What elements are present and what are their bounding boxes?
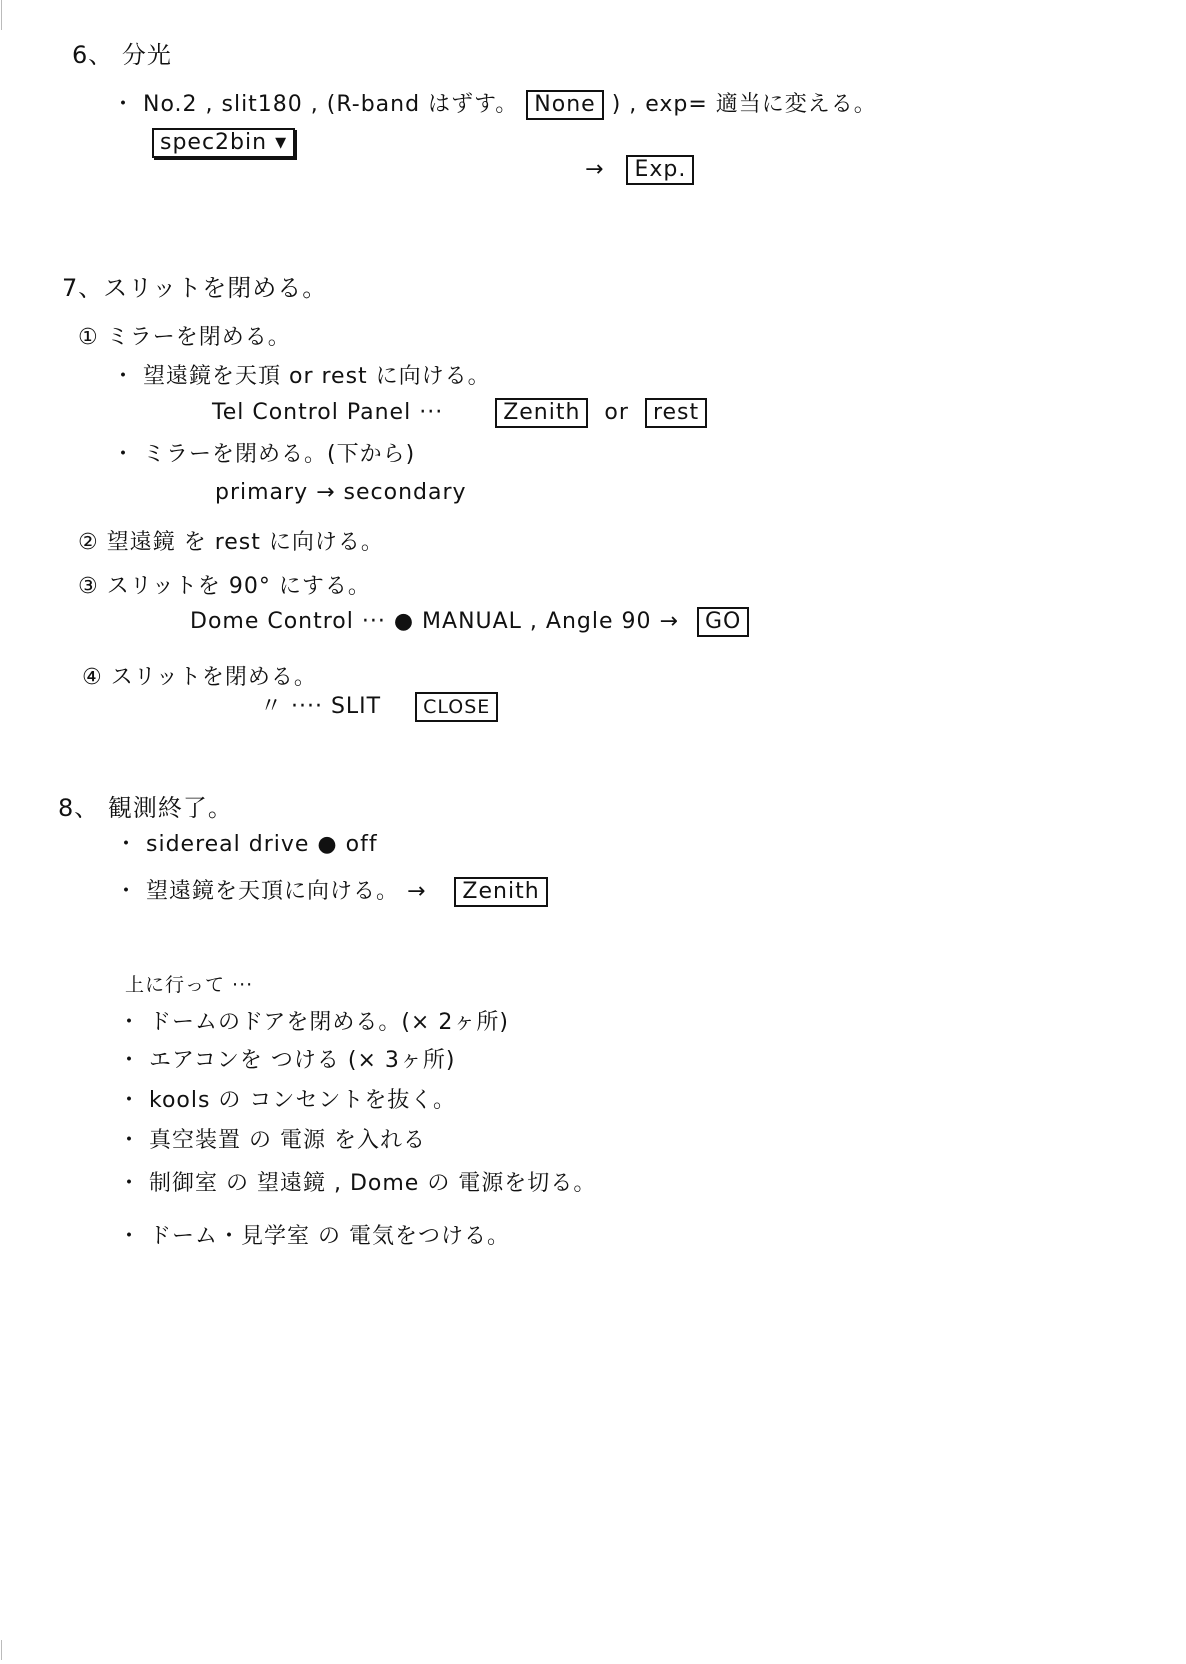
none-button[interactable]: None (526, 90, 603, 120)
step-1-b-order: primary → secondary (215, 480, 467, 505)
exp-row (585, 155, 694, 185)
sidereal-drive-line: ・ sidereal drive ● off (115, 832, 378, 857)
spec-row (152, 128, 295, 158)
task-item: ・ 制御室 の 望遠鏡 , Dome の 電源を切る。 (118, 1171, 597, 1196)
step-1-a: ・ 望遠鏡を天頂 or rest に向ける。 (112, 364, 491, 389)
task-item: ・ 真空装置 の 電源 を入れる (118, 1128, 426, 1153)
upstairs-label: 上に行って ··· (125, 974, 254, 996)
step-3-detail-row (190, 607, 749, 637)
or-label: or (604, 400, 629, 425)
step-3: ③ スリットを 90° にする。 (78, 574, 371, 599)
section-6-line-text: ・ No.2 , slit180 , (R-band はずす。 (112, 92, 519, 117)
rest-button[interactable]: rest (645, 398, 707, 428)
scan-edge-mark-bottom (1, 1640, 2, 1660)
step-4-detail-row (260, 692, 498, 722)
section-6-line-end: ) , exp= 適当に変える。 (611, 92, 877, 117)
task-item: ・ ドーム・見学室 の 電気をつける。 (118, 1224, 510, 1249)
section-8-heading: 8、 観測終了。 (58, 794, 233, 822)
task-item: ・ エアコンを つける (× 3ヶ所) (118, 1048, 456, 1073)
go-button[interactable]: GO (697, 607, 749, 637)
zenith-button[interactable]: Zenith (495, 398, 588, 428)
task-item: ・ kools の コンセントを抜く。 (118, 1088, 456, 1113)
spec2bin-dropdown[interactable]: spec2bin ▾ (152, 128, 295, 158)
scan-edge-mark (1, 0, 2, 30)
zenith-button-2[interactable]: Zenith (454, 877, 547, 907)
zenith-line-text: ・ 望遠鏡を天頂に向ける。 → (115, 879, 427, 904)
zenith-line (115, 877, 548, 907)
tel-control-panel-label: Tel Control Panel ··· (212, 400, 444, 425)
step-4: ④ スリットを閉める。 (82, 665, 317, 690)
task-item: ・ ドームのドアを閉める。(× 2ヶ所) (118, 1010, 509, 1035)
arrow-icon: → (585, 157, 605, 182)
section-7-heading: 7、スリットを閉める。 (62, 274, 328, 302)
step-2: ② 望遠鏡 を rest に向ける。 (78, 530, 384, 555)
section-6-line (112, 90, 877, 120)
slit-label: 〃 ···· SLIT (260, 694, 382, 719)
close-button[interactable]: CLOSE (415, 692, 498, 722)
step-1-heading: ① ミラーを閉める。 (78, 325, 291, 350)
step-1-b: ・ ミラーを閉める。(下から) (112, 442, 416, 467)
dome-control-label: Dome Control ··· ● MANUAL , Angle 90 → (190, 609, 679, 634)
exp-button[interactable]: Exp. (626, 155, 694, 185)
step-1-a-panel-row (212, 398, 707, 428)
section-6-heading: 6、 分光 (72, 41, 172, 69)
